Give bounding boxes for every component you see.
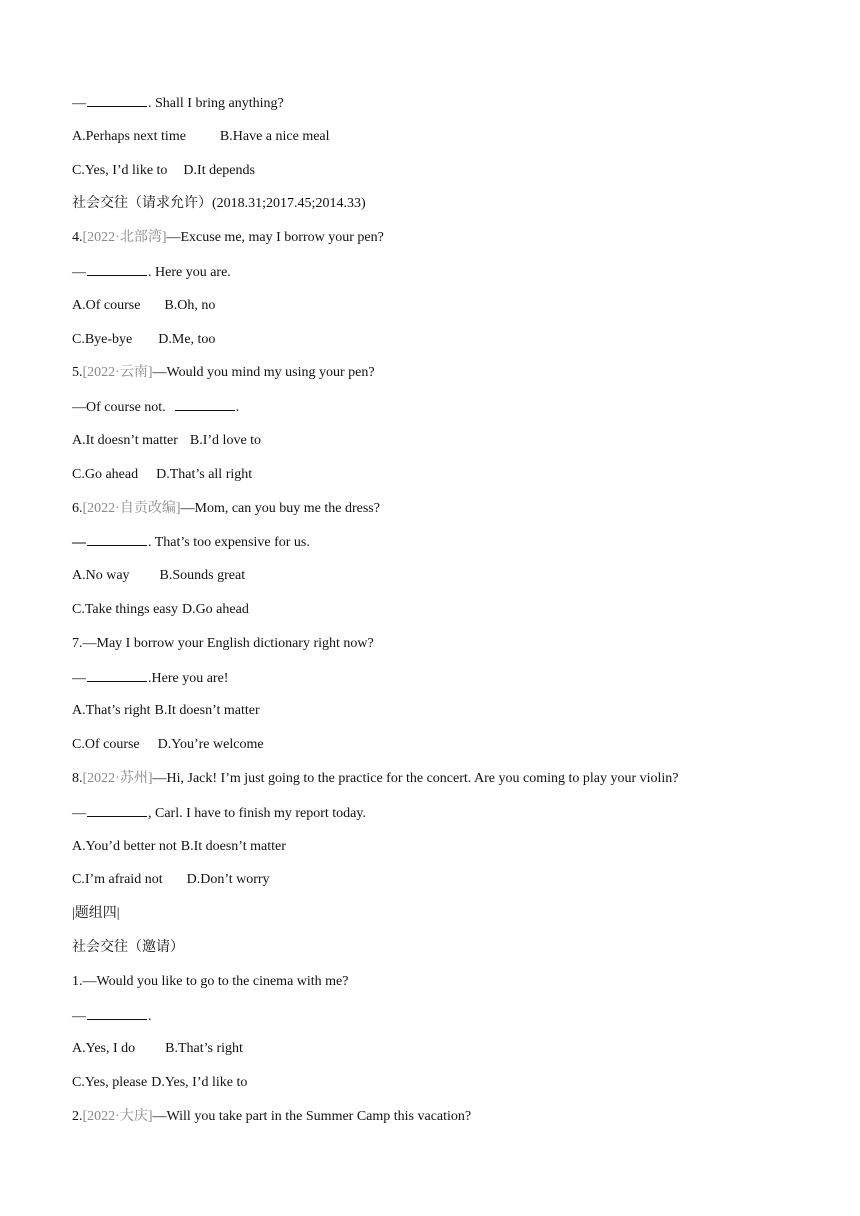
option-c: C.I’m afraid not bbox=[72, 872, 163, 888]
group4-question-1-options-cd bbox=[72, 1072, 812, 1106]
question-text: —Excuse me, may I borrow your pen? bbox=[166, 230, 384, 246]
group4-question-1-answer-line bbox=[72, 1005, 812, 1039]
question-text: —Will you take part in the Summer Camp this vacation? bbox=[152, 1108, 472, 1124]
answer-blank bbox=[87, 92, 147, 107]
question-7-options-ab bbox=[72, 700, 812, 734]
question-5-answer-line bbox=[72, 396, 812, 430]
question-number: 2. bbox=[72, 1108, 83, 1124]
answer-blank bbox=[87, 531, 147, 546]
question-source: [2022·云南] bbox=[82, 365, 153, 381]
question-8-options-ab bbox=[72, 836, 812, 870]
answer-blank bbox=[87, 802, 147, 817]
option-b: B.Oh, no bbox=[164, 297, 216, 313]
question-source: [2022·苏州] bbox=[82, 770, 153, 786]
question-text: 7.—May I borrow your English dictionary right now? bbox=[72, 635, 374, 651]
line-text-pre: —Of course not. bbox=[72, 400, 166, 416]
option-d: D.Yes, I’d like to bbox=[151, 1075, 248, 1091]
group-heading bbox=[72, 903, 812, 937]
option-c: C.Take things easy bbox=[72, 601, 178, 617]
option-a: A.Perhaps next time bbox=[72, 128, 186, 144]
question-source: [2022·大庆] bbox=[82, 1108, 153, 1124]
question-3-options-cd bbox=[72, 160, 812, 194]
question-5-stem bbox=[72, 362, 812, 396]
question-text: —Mom, can you buy me the dress? bbox=[180, 500, 380, 516]
line-text: . bbox=[148, 1008, 152, 1024]
group4-question-1-stem bbox=[72, 971, 812, 1005]
option-c: C.Of course bbox=[72, 737, 140, 753]
section-heading: 社会交往（请求允许）(2018.31;2017.45;2014.33) bbox=[72, 196, 366, 212]
group4-question-1-options-ab bbox=[72, 1038, 812, 1072]
question-7-stem bbox=[72, 633, 812, 667]
option-a: A.It doesn’t matter bbox=[72, 432, 178, 448]
question-4-options-ab bbox=[72, 295, 812, 329]
option-b: B.Have a nice meal bbox=[219, 128, 330, 144]
dash: — bbox=[72, 264, 86, 280]
section-heading: 社会交往（邀请） bbox=[72, 939, 184, 955]
option-d: D.Go ahead bbox=[181, 601, 249, 617]
question-4-stem bbox=[72, 227, 812, 261]
document-page bbox=[72, 92, 812, 1140]
line-text: . That’s too expensive for us. bbox=[148, 535, 310, 551]
option-a: A.Yes, I do bbox=[72, 1041, 136, 1057]
question-source: [2022·北部湾] bbox=[82, 230, 167, 246]
question-number: 5. bbox=[72, 365, 83, 381]
section-heading-request-permission bbox=[72, 193, 812, 227]
option-c: C.Go ahead bbox=[72, 466, 139, 482]
option-b: B.Sounds great bbox=[159, 568, 246, 584]
line-text: . bbox=[235, 400, 240, 416]
option-c: C.Bye-bye bbox=[72, 331, 133, 347]
question-number: 6. bbox=[72, 500, 83, 516]
question-8-options-cd bbox=[72, 869, 812, 903]
question-7-answer-line bbox=[72, 667, 812, 701]
question-text: 1.—Would you like to go to the cinema with me? bbox=[72, 973, 349, 989]
line-text: . Here you are. bbox=[148, 264, 231, 280]
dash: — bbox=[72, 535, 86, 551]
question-6-options-ab bbox=[72, 565, 812, 599]
question-number: 8. bbox=[72, 770, 83, 786]
option-a: A.You’d better not bbox=[72, 838, 177, 854]
option-c: C.Yes, I’d like to bbox=[72, 162, 168, 178]
option-a: A.Of course bbox=[72, 297, 141, 313]
section-heading-invitation bbox=[72, 937, 812, 971]
option-b: B.It doesn’t matter bbox=[154, 703, 260, 719]
option-a: A.That’s right bbox=[72, 703, 151, 719]
question-number: 4. bbox=[72, 230, 83, 246]
answer-blank bbox=[87, 261, 147, 276]
line-text: .Here you are! bbox=[148, 670, 229, 686]
question-5-options-ab bbox=[72, 430, 812, 464]
answer-blank bbox=[175, 396, 235, 411]
question-3-answer-line bbox=[72, 92, 812, 126]
question-4-options-cd bbox=[72, 329, 812, 363]
option-d: D.Don’t worry bbox=[186, 872, 270, 888]
question-7-options-cd bbox=[72, 734, 812, 768]
dash: — bbox=[72, 670, 86, 686]
question-8-stem bbox=[72, 768, 812, 802]
option-d: D.That’s all right bbox=[156, 466, 253, 482]
line-text: , Carl. I have to finish my report today. bbox=[148, 805, 366, 821]
answer-blank bbox=[87, 667, 147, 682]
question-text: —Would you mind my using your pen? bbox=[152, 365, 375, 381]
option-b: B.I’d love to bbox=[189, 432, 262, 448]
answer-blank bbox=[87, 1005, 147, 1020]
option-d: D.You’re welcome bbox=[157, 737, 264, 753]
question-source: [2022·自贡改编] bbox=[82, 500, 181, 516]
line-text: . Shall I bring anything? bbox=[148, 96, 284, 111]
option-d: D.It depends bbox=[183, 162, 255, 178]
option-b: B.It doesn’t matter bbox=[180, 838, 286, 854]
group4-question-2-stem bbox=[72, 1106, 812, 1140]
question-3-options-ab bbox=[72, 126, 812, 160]
question-text: —Hi, Jack! I’m just going to the practice for the concert. Are you coming to play your violin? bbox=[152, 770, 679, 786]
option-b: B.That’s right bbox=[165, 1041, 243, 1057]
option-d: D.Me, too bbox=[158, 331, 216, 347]
question-6-options-cd bbox=[72, 599, 812, 633]
option-a: A.No way bbox=[72, 568, 130, 584]
question-8-answer-line bbox=[72, 802, 812, 836]
question-6-answer-line bbox=[72, 531, 812, 565]
dash: — bbox=[72, 1008, 86, 1024]
group-label: |题组四| bbox=[72, 906, 120, 922]
dash: — bbox=[72, 96, 86, 111]
option-c: C.Yes, please bbox=[72, 1075, 148, 1091]
dash: — bbox=[72, 805, 86, 821]
question-6-stem bbox=[72, 498, 812, 532]
question-5-options-cd bbox=[72, 464, 812, 498]
question-4-answer-line bbox=[72, 261, 812, 295]
